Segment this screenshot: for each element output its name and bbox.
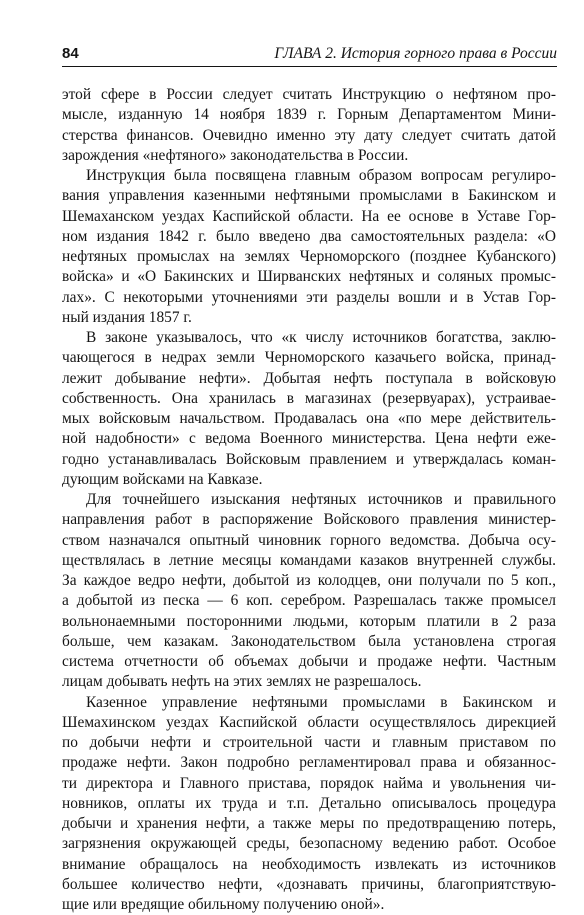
text-line: мых войсковым начальством. Продавалась она «по мере действитель- [62, 409, 556, 429]
text-line: годно устанавливалась Войсковым правлением и утверждалась коман- [62, 450, 556, 470]
text-line: ством назначался опытный чиновник горного ведомства. Добыча осу- [62, 531, 556, 551]
paragraph [62, 490, 556, 693]
text-line: Для точнейшего изыскания нефтяных источников и правильного [62, 490, 556, 510]
body-text [62, 85, 556, 915]
text-line: направления работ в распоряжение Войскового правления министер- [62, 510, 556, 530]
text-line: ществлялась в летние месяцы командами казаков внутренней службы. [62, 551, 556, 571]
text-line: больше, чем казакам. Законодательством была установлена строгая [62, 632, 556, 652]
running-header [62, 44, 557, 67]
text-line: стерства финансов. Очевидно именно эту дату следует считать датой [62, 126, 556, 146]
text-line: дующим войсками на Кавказе. [62, 470, 556, 490]
text-line: Шемаханском уездах Каспийской области. На ее основе в Уставе Гор- [62, 207, 556, 227]
paragraph [62, 85, 556, 166]
text-line: зарождения «нефтяного» законодательства в России. [62, 146, 556, 166]
text-line: этой сфере в России следует считать Инструкцию о нефтяном про- [62, 85, 556, 105]
text-line: лицам добывать нефть на этих землях не разрешалось. [62, 672, 556, 692]
text-line: продаже нефти. Закон подробно регламентировал права и обязаннос- [62, 753, 556, 773]
text-line: внимание обращалось на необходимость извлекать из источников [62, 855, 556, 875]
text-line: лежит добывание нефти». Добытая нефть поступала в войсковую [62, 369, 556, 389]
text-line: щие или вредящие обильному получению оной». [62, 895, 556, 915]
text-line: ной надобности» с ведома Военного министерства. Цена нефти еже- [62, 429, 556, 449]
text-line: Казенное управление нефтяными промыслами в Бакинском и [62, 693, 556, 713]
text-line: мысле, изданную 14 ноября 1839 г. Горным Департаментом Мини- [62, 105, 556, 125]
text-line: добычи и хранения нефти, а также меры по предотвращению потерь, [62, 814, 556, 834]
text-line: загрязнения окружающей среды, безопасному ведению работ. Особое [62, 834, 556, 854]
text-line: За каждое ведро нефти, добытой из колодцев, они получали по 5 коп., [62, 571, 556, 591]
text-line: нефтяных промыслах на землях Черноморского (позднее Кубанского) [62, 247, 556, 267]
paragraph [62, 328, 556, 490]
text-line: система отчетности об объемах добычи и продаже нефти. Частным [62, 652, 556, 672]
text-line: В законе указывалось, что «к числу источников богатства, заклю- [62, 328, 556, 348]
text-line: ти директора и Главного пристава, порядок найма и увольнения чи- [62, 774, 556, 794]
text-line: вольнонаемными посторонними людьми, которым платили в 2 раза [62, 612, 556, 632]
paragraph [62, 166, 556, 328]
text-line: а добытой из песка — 6 коп. серебром. Разрешалась также промысел [62, 591, 556, 611]
chapter-title: История горного права в России [341, 45, 557, 62]
text-line: ном издания 1842 г. было введено два самостоятельных раздела: «О [62, 227, 556, 247]
page-number: 84 [62, 44, 79, 64]
text-line: большее количество нефти, «дознавать причины, благоприятствую- [62, 875, 556, 895]
text-line: войска» и «О Бакинских и Ширванских нефтяных и соляных промыс- [62, 267, 556, 287]
text-line: ный издания 1857 г. [62, 308, 556, 328]
text-line: Инструкция была посвящена главным образом вопросам регулиро- [62, 166, 556, 186]
text-line: собственность. Она хранилась в магазинах (резервуарах), устраивае- [62, 389, 556, 409]
text-line: вания управления казенными нефтяными промыслами в Бакинском и [62, 186, 556, 206]
text-line: новников, оплаты их труда и т.п. Детально описывалось процедура [62, 794, 556, 814]
chapter-label: ГЛАВА 2. [274, 45, 336, 62]
text-line: чающегося в недрах земли Черноморского казачьего войска, принад- [62, 348, 556, 368]
paragraph [62, 693, 556, 915]
text-line: лах». С некоторыми уточнениями эти разделы вошли и в Устав Гор- [62, 288, 556, 308]
running-head [274, 44, 557, 64]
text-line: Шемахинском уездах Каспийской области осуществлялось дирекцией [62, 713, 556, 733]
text-line: по добычи нефти и строительной части и главным приставом по [62, 733, 556, 753]
